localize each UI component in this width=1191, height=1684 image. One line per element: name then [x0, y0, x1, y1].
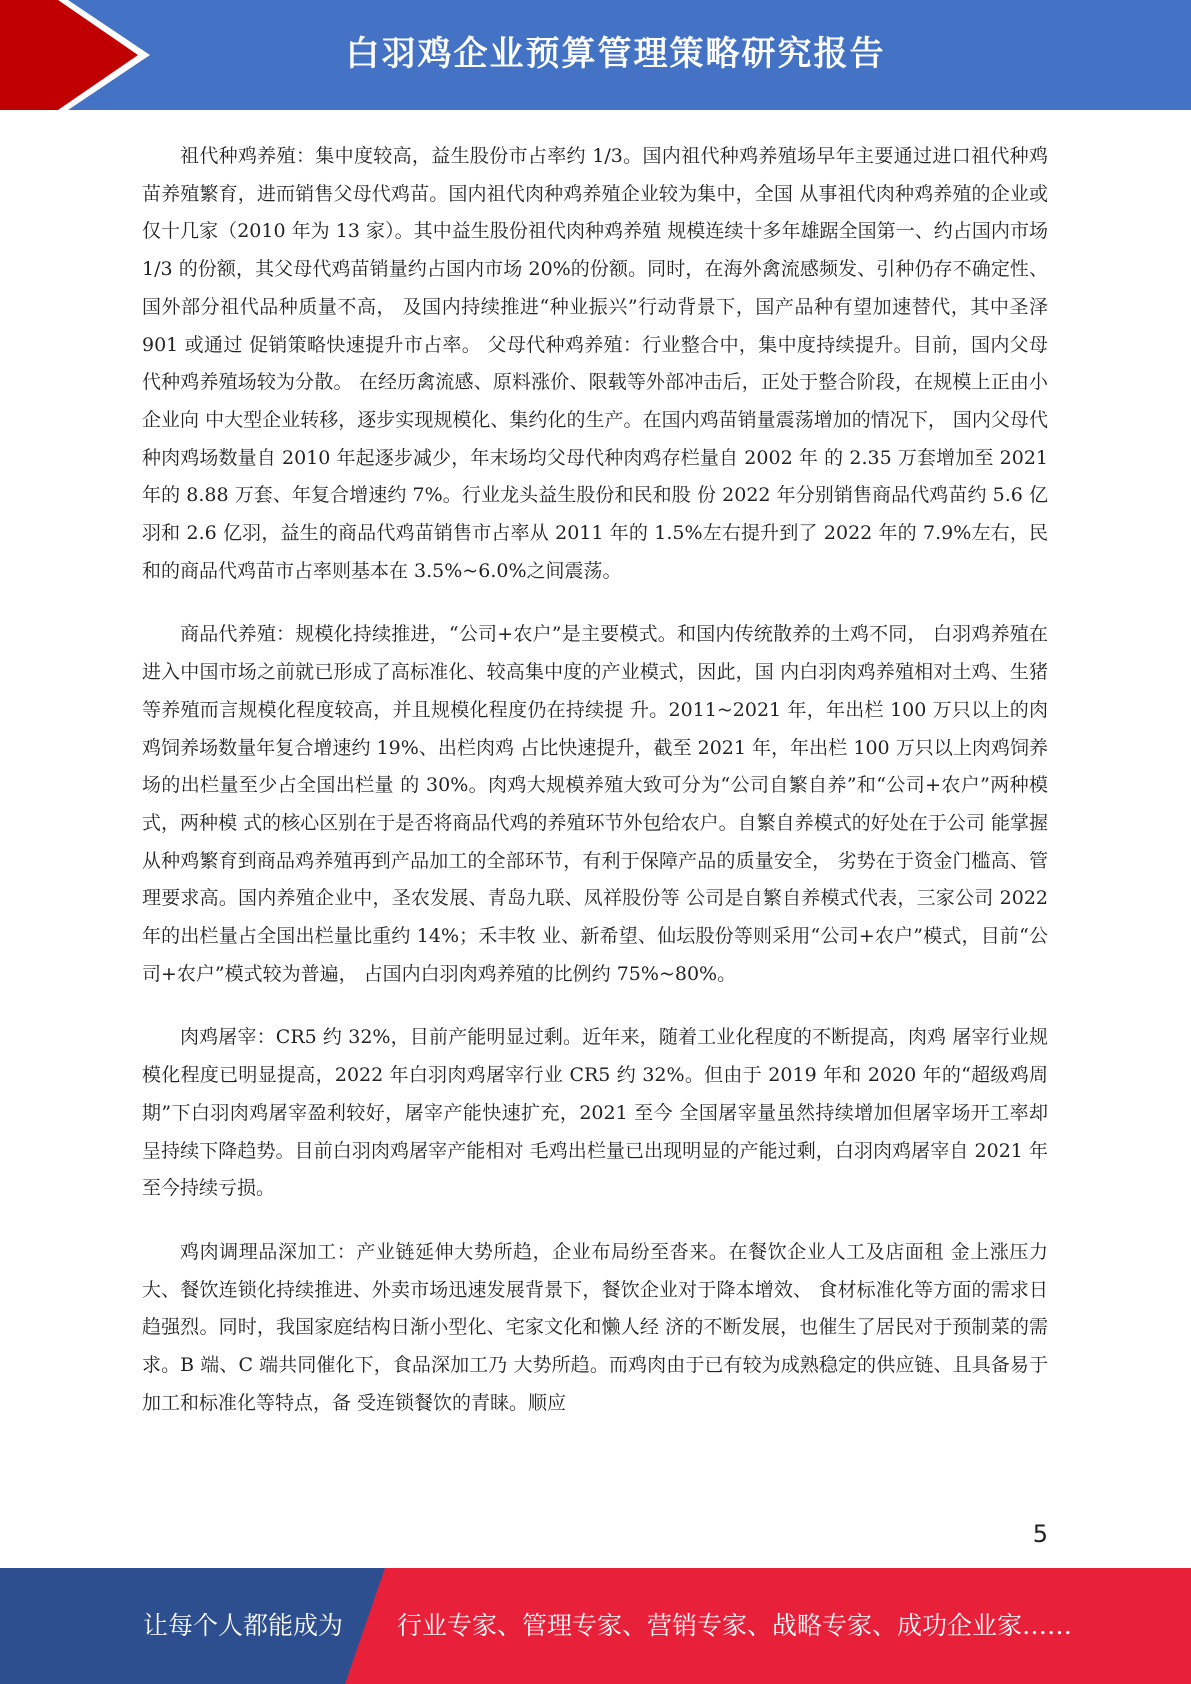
page-number: 5	[1032, 1520, 1048, 1548]
paragraph-grandparent-breeding: 祖代种鸡养殖：集中度较高，益生股份市占率约 1/3。国内祖代种鸡养殖场早年主要通过进口祖代种鸡苗养殖繁育，进而销售父母代鸡苗。国内祖代肉种鸡养殖企业较为集中，全国 从事祖代肉种鸡养殖的企业或仅十几家（2010 年为 13 家）。其中益生股份祖代肉种鸡养殖 规模连续十多年雄踞全国第一、约占国内市场 1/3 的份额，其父母代鸡苗销量约占国内市场 20%的份额。同时，在海外禽流感频发、引种仍存不确定性、国外部分祖代品种质量不高， 及国内持续推进“种业振兴”行动背景下，国产品种有望加速替代，其中圣泽 901 或通过 促销策略快速提升市占率。 父母代种鸡养殖：行业整合中，集中度持续提升。目前，国内父母代种鸡养殖场较为分散。 在经历禽流感、原料涨价、限载等外部冲击后，正处于整合阶段，在规模上正由小企业向 中大型企业转移，逐步实现规模化、集约化的生产。在国内鸡苗销量震荡增加的情况下， 国内父母代种肉鸡场数量自 2010 年起逐步减少，年末场均父母代种肉鸡存栏量自 2002 年 的 2.35 万套增加至 2021 年的 8.88 万套、年复合增速约 7%。行业龙头益生股份和民和股 份 2022 年分别销售商品代鸡苗约 5.6 亿羽和 2.6 亿羽，益生的商品代鸡苗销售市占率从 2011 年的 1.5%左右提升到了 2022 年的 7.9%左右，民和的商品代鸡苗市占率则基本在 3.5%~6.0%之间震荡。	[142, 145, 1048, 582]
document-body	[142, 138, 1048, 1449]
report-title: 白羽鸡企业预算管理策略研究报告	[345, 34, 886, 74]
red-chevron-arrow-icon	[0, 0, 160, 110]
paragraph-deep-processing: 鸡肉调理品深加工：产业链延伸大势所趋，企业布局纷至沓来。在餐饮企业人工及店面租 金上涨压力大、餐饮连锁化持续推进、外卖市场迅速发展背景下，餐饮企业对于降本增效、 食材标准化等方面的需求日趋强烈。同时，我国家庭结构日渐小型化、宅家文化和懒人经 济的不断发展，也催生了居民对于预制菜的需求。B 端、C 端共同催化下，食品深加工乃 大势所趋。而鸡肉由于已有较为成熟稳定的供应链、且具备易于加工和标准化等特点，备 受连锁餐饮的青睐。顺应	[142, 1240, 1048, 1414]
footer-slogan-left: 让每个人都能成为	[143, 1611, 344, 1640]
paragraph-commercial-breeding: 商品代养殖：规模化持续推进，“公司+农户”是主要模式。和国内传统散养的土鸡不同， 白羽鸡养殖在进入中国市场之前就已形成了高标准化、较高集中度的产业模式，因此，国 内白羽肉鸡养殖相对土鸡、生猪等养殖而言规模化程度较高，并且规模化程度仍在持续提 升。2011~2021 年，年出栏 100 万只以上的肉鸡饲养场数量年复合增速约 19%、出栏肉鸡 占比快速提升，截至 2021 年，年出栏 100 万只以上肉鸡饲养场的出栏量至少占全国出栏量 的 30%。肉鸡大规模养殖大致可分为“公司自繁自养”和“公司+农户”两种模式，两种模 式的核心区别在于是否将商品代鸡的养殖环节外包给农户。自繁自养模式的好处在于公司 能掌握从种鸡繁育到商品鸡养殖再到产品加工的全部环节，有利于保障产品的质量安全， 劣势在于资金门槛高、管理要求高。国内养殖企业中，圣农发展、青岛九联、凤祥股份等 公司是自繁自养模式代表，三家公司 2022 年的出栏量占全国出栏量比重约 14%；禾丰牧 业、新希望、仙坛股份等则采用“公司+农户”模式，目前“公司+农户”模式较为普遍， 占国内白羽肉鸡养殖的比例约 75%~80%。	[142, 623, 1048, 985]
paragraph-slaughter: 肉鸡屠宰：CR5 约 32%，目前产能明显过剩。近年来，随着工业化程度的不断提高，肉鸡 屠宰行业规模化程度已明显提高，2022 年白羽肉鸡屠宰行业 CR5 约 32%。但由于 2019 年和 2020 年的“超级鸡周期”下白羽肉鸡屠宰盈利较好，屠宰产能快速扩充，2021 至今 全国屠宰量虽然持续增加但屠宰场开工率却呈持续下降趋势。目前白羽肉鸡屠宰产能相对 毛鸡出栏量已出现明显的产能过剩，白羽肉鸡屠宰自 2021 年至今持续亏损。	[142, 1026, 1048, 1200]
footer-slogan-right: 行业专家、管理专家、营销专家、战略专家、成功企业家……	[397, 1611, 1073, 1640]
footer-banner	[0, 1568, 1191, 1684]
header-banner	[0, 0, 1191, 110]
